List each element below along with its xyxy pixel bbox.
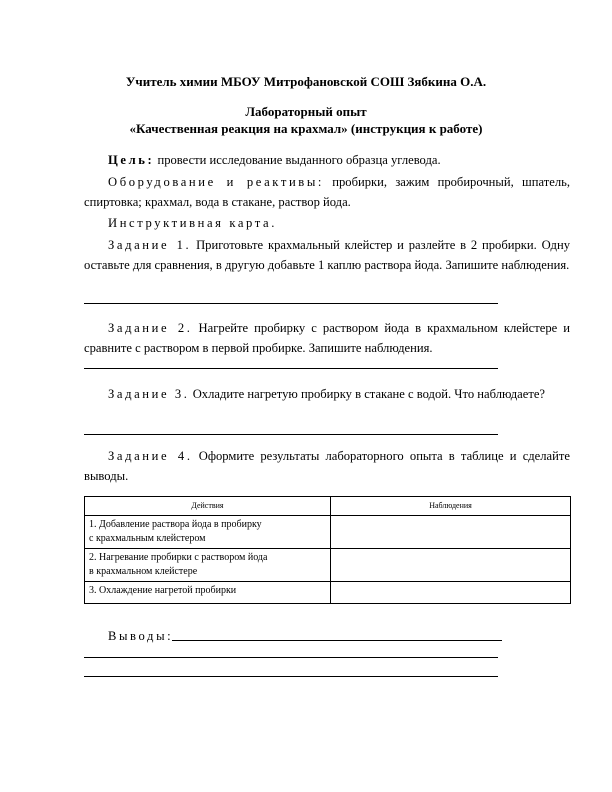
task-4-label: Задание 4. bbox=[108, 449, 193, 463]
action-cell bbox=[85, 516, 331, 549]
table-row bbox=[85, 582, 571, 604]
action-line: 1. Добавление раствора йода в пробирку bbox=[89, 519, 262, 530]
task-2 bbox=[84, 318, 570, 358]
task-3 bbox=[84, 384, 570, 404]
task-1-text: Приготовьте крахмальный клейстер и разлейте в 2 пробирки. Одну оставьте для сравнения, в другую добавьте 1 каплю раствора йода. Запишите наблюдения. bbox=[84, 238, 571, 272]
action-cell bbox=[85, 582, 331, 604]
table-row bbox=[85, 549, 571, 582]
action-cell bbox=[85, 549, 331, 582]
action-line: 3. Охлаждение нагретой пробирки bbox=[89, 585, 237, 596]
action-line: 2. Нагревание пробирки с раствором йода bbox=[89, 552, 268, 563]
equipment-label: Оборудование и реактивы: bbox=[108, 175, 324, 189]
answer-line-1[interactable] bbox=[84, 303, 498, 304]
task-3-text: Охладите нагретую пробирку в стакане с водой. Что наблюдаете? bbox=[189, 387, 546, 401]
task-2-text: Нагрейте пробирку с раствором йода в крахмальном клейстере и сравните с раствором в первой пробирке. Запишите наблюдения. bbox=[84, 321, 571, 355]
answer-line-2[interactable] bbox=[84, 368, 498, 369]
observations-table bbox=[84, 496, 571, 604]
goal-paragraph bbox=[84, 150, 570, 170]
equipment-text: пробирки, зажим пробирочный, шпатель, спиртовка; крахмал, вода в стакане, раствор йода. bbox=[84, 175, 570, 209]
observation-cell[interactable] bbox=[331, 516, 571, 549]
equipment-paragraph bbox=[84, 172, 570, 212]
observation-cell[interactable] bbox=[331, 582, 571, 604]
answer-line-3[interactable] bbox=[84, 434, 498, 435]
goal-text: провести исследование выданного образца углевода. bbox=[154, 153, 441, 167]
task-1-label: Задание 1. bbox=[108, 238, 192, 252]
table-row bbox=[85, 516, 571, 549]
observation-cell[interactable] bbox=[331, 549, 571, 582]
action-line: в крахмальном клейстере bbox=[89, 566, 198, 577]
table-header-actions: Действия bbox=[85, 497, 331, 516]
task-2-label: Задание 2. bbox=[108, 321, 193, 335]
page-title: Лабораторный опыт bbox=[245, 104, 367, 119]
task-4-text: Оформите результаты лабораторного опыта в таблице и сделайте выводы. bbox=[84, 449, 570, 483]
table-header-row bbox=[85, 497, 571, 516]
task-4 bbox=[84, 446, 570, 486]
task-3-label: Задание 3. bbox=[108, 387, 190, 401]
instruction-heading: Инструктивная карта. bbox=[108, 216, 277, 230]
action-line: с крахмальным клейстером bbox=[89, 533, 206, 544]
goal-label: Цель: bbox=[108, 153, 155, 167]
conclusions-label: Выводы: bbox=[108, 629, 174, 643]
teacher-line: Учитель химии МБОУ Митрофановской СОШ Зябкина О.А. bbox=[125, 74, 487, 89]
conclusions-line-1[interactable] bbox=[172, 640, 502, 641]
task-1 bbox=[84, 235, 570, 275]
page-subtitle: «Качественная реакция на крахмал» (инструкция к работе) bbox=[129, 121, 483, 136]
table-header-observations: Наблюдения bbox=[331, 497, 571, 516]
conclusions-line-2[interactable] bbox=[84, 657, 498, 658]
conclusions-line-3[interactable] bbox=[84, 676, 498, 677]
